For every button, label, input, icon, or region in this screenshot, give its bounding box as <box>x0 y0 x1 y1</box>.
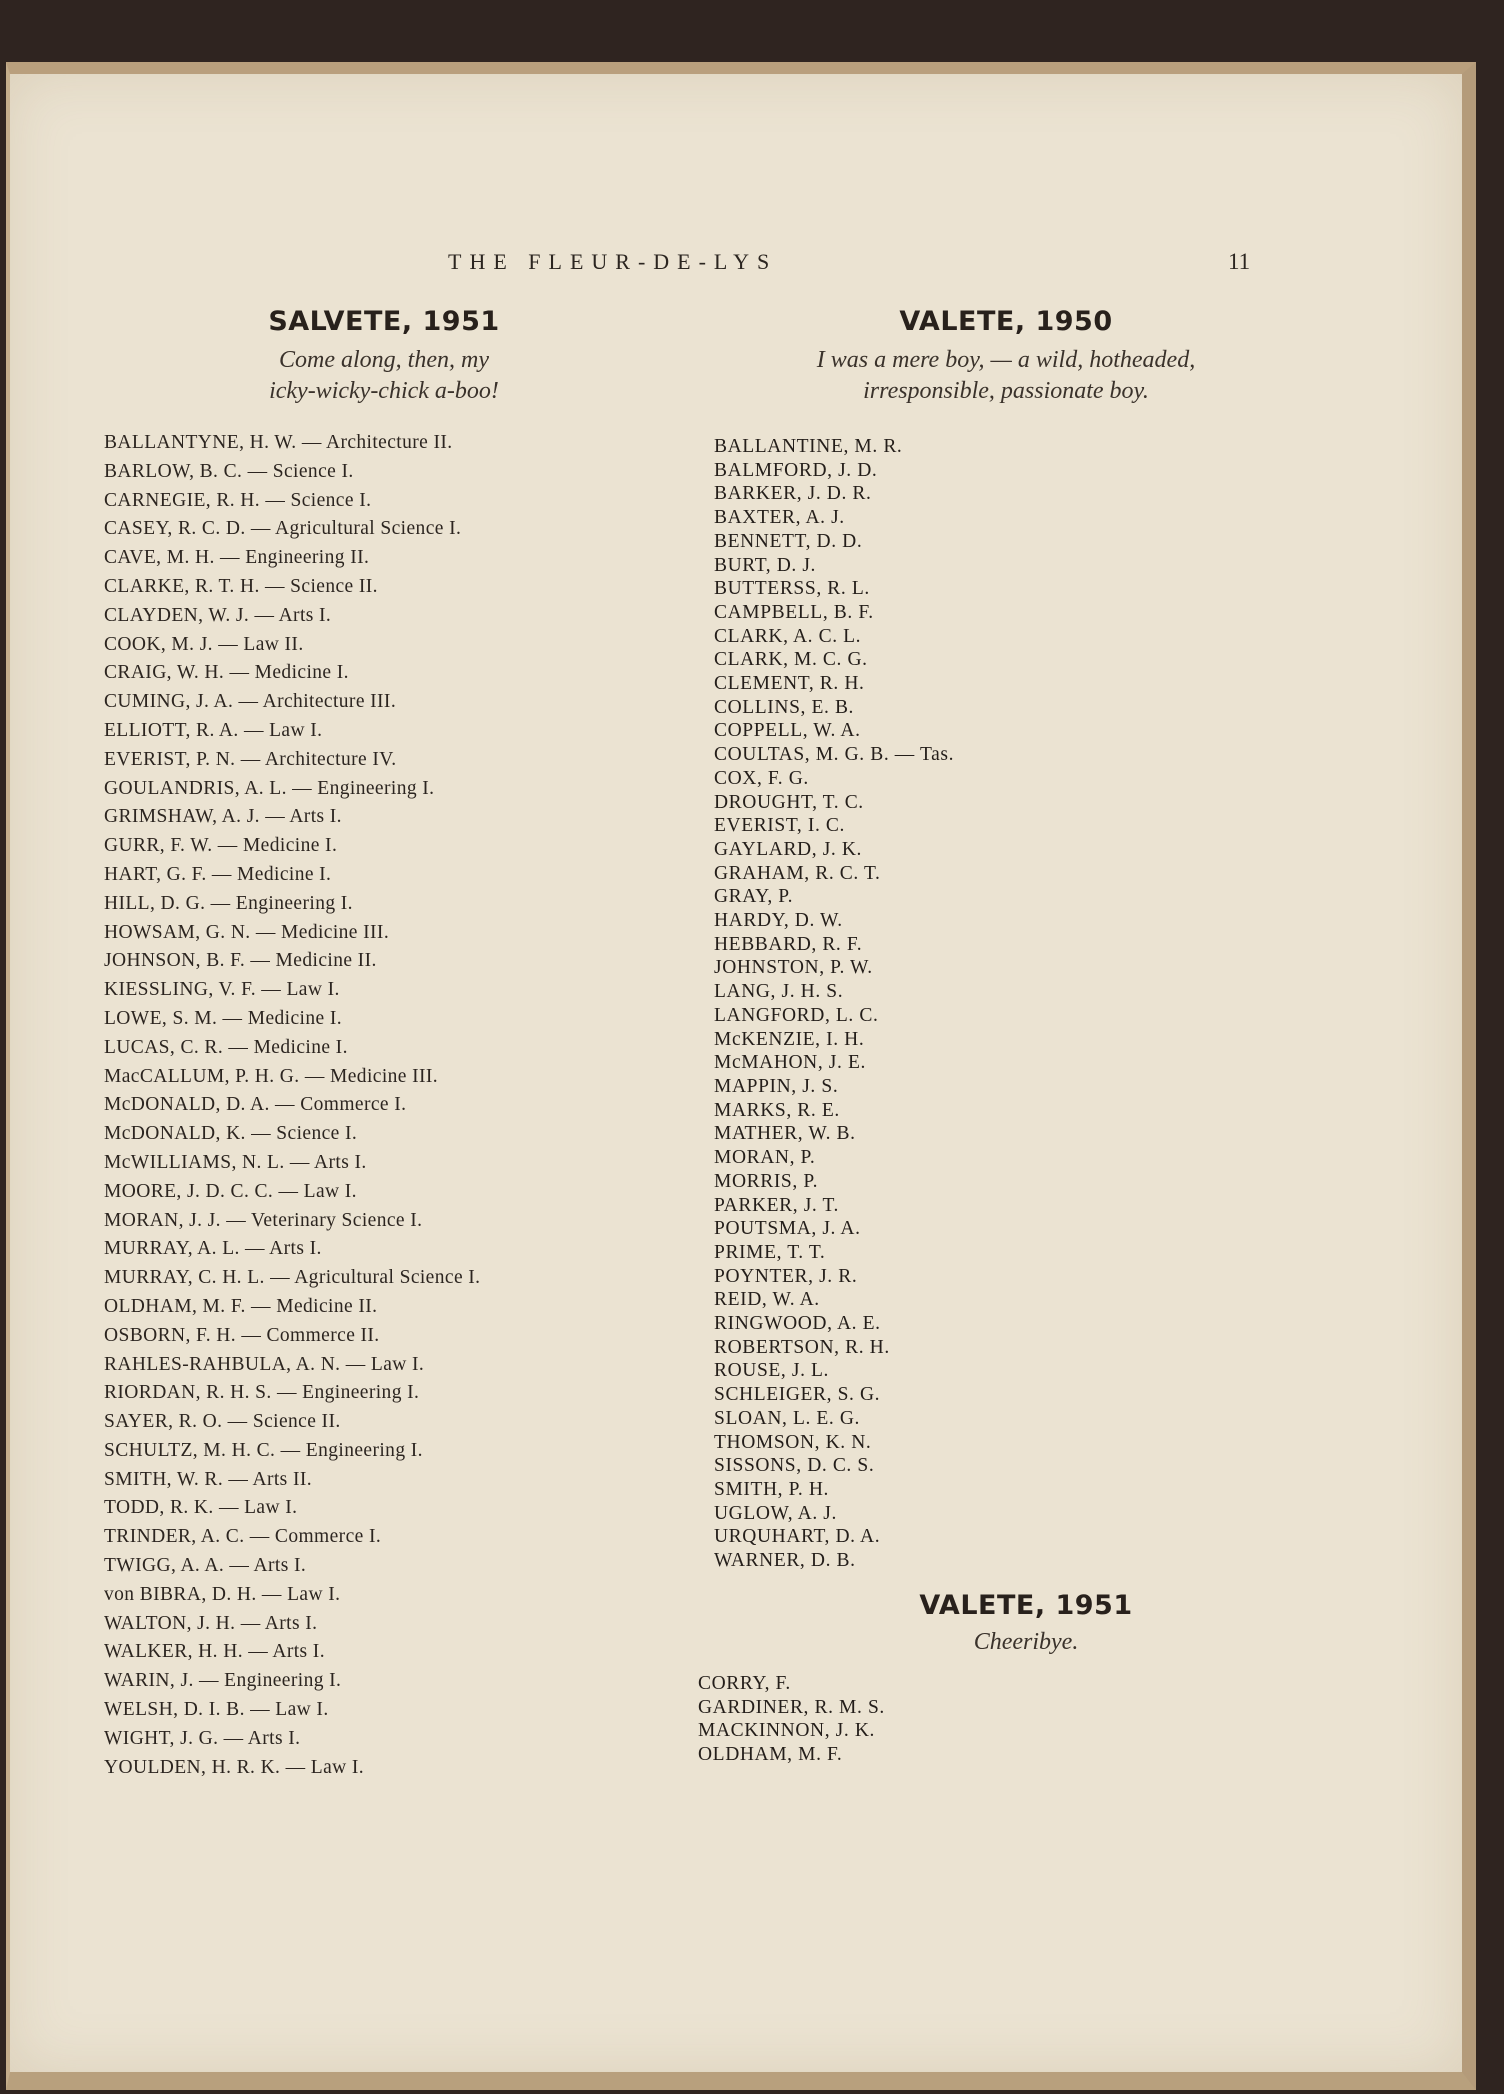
valete-1950-entry: COLLINS, E. B. <box>714 696 855 718</box>
valete-1950-entry: MORAN, P. <box>714 1147 816 1169</box>
salvete-entry: KIESSLING, V. F. — Law I. <box>104 979 340 1001</box>
salvete-entry: GOULANDRIS, A. L. — Engineering I. <box>104 777 435 799</box>
valete-1950-entry: ROUSE, J. L. <box>714 1360 830 1382</box>
valete-1950-entry: WARNER, D. B. <box>714 1550 856 1572</box>
valete-1950-entry: SCHLEIGER, S. G. <box>714 1384 881 1406</box>
salvete-entry: von BIBRA, D. H. — Law I. <box>104 1583 341 1605</box>
valete-1950-entry: JOHNSTON, P. W. <box>714 957 873 979</box>
valete-1950-entry: ROBERTSON, R. H. <box>714 1336 890 1358</box>
running-head: THE FLEUR-DE-LYS <box>448 249 778 274</box>
salvete-entry: CLARKE, R. T. H. — Science II. <box>104 575 378 597</box>
valete-1950-entry: DROUGHT, T. C. <box>714 791 864 813</box>
valete-1950-entry: BARKER, J. D. R. <box>714 483 872 505</box>
valete-1950-entry: CLARK, M. C. G. <box>714 649 868 671</box>
salvete-entry: WIGHT, J. G. — Arts I. <box>104 1727 301 1749</box>
salvete-entry: BARLOW, B. C. — Science I. <box>104 460 354 482</box>
salvete-entry: MOORE, J. D. C. C. — Law I. <box>104 1180 357 1202</box>
valete-1950-entry: BENNETT, D. D. <box>714 530 863 552</box>
salvete-entry: MURRAY, A. L. — Arts I. <box>104 1238 322 1260</box>
valete-1951-entry: MACKINNON, J. K. <box>698 1720 875 1741</box>
valete-1950-entry: CLARK, A. C. L. <box>714 625 862 647</box>
valete-1950-entry: SLOAN, L. E. G. <box>714 1407 861 1429</box>
salvete-entry: OSBORN, F. H. — Commerce II. <box>104 1324 380 1346</box>
valete-1950-entry: BUTTERSS, R. L. <box>714 578 870 600</box>
salvete-entry: CASEY, R. C. D. — Agricultural Science I. <box>104 518 462 540</box>
valete-1950-entry: SMITH, P. H. <box>714 1478 830 1500</box>
valete-1950-entry: POYNTER, J. R. <box>714 1265 858 1287</box>
valete-1951-entry: OLDHAM, M. F. <box>698 1743 843 1765</box>
valete-1950-entry: URQUHART, D. A. <box>714 1526 881 1548</box>
salvete-entry: GRIMSHAW, A. J. — Arts I. <box>104 806 342 828</box>
valete-1950-motto-line: irresponsible, passionate boy. <box>863 378 1149 404</box>
salvete-entry: McWILLIAMS, N. L. — Arts I. <box>104 1151 367 1173</box>
salvete-entry: SAYER, R. O. — Science II. <box>104 1411 341 1433</box>
salvete-entry: MORAN, J. J. — Veterinary Science I. <box>104 1209 423 1231</box>
valete-1951-list <box>698 1672 1316 1766</box>
salvete-entry: LOWE, S. M. — Medicine I. <box>104 1007 343 1029</box>
valete-1950-entry: GAYLARD, J. K. <box>714 838 862 860</box>
valete-1950-section <box>696 306 1316 1573</box>
salvete-motto-line: icky-wicky-chick a-boo! <box>269 378 499 404</box>
valete-1950-entry: PRIME, T. T. <box>714 1241 826 1263</box>
salvete-entry: EVERIST, P. N. — Architecture IV. <box>104 748 397 770</box>
salvete-entry: SCHULTZ, M. H. C. — Engineering I. <box>104 1439 423 1461</box>
valete-1950-entry: MAPPIN, J. S. <box>714 1075 839 1097</box>
valete-1950-entry: CLEMENT, R. H. <box>714 673 865 695</box>
salvete-entry: GURR, F. W. — Medicine I. <box>104 835 338 857</box>
salvete-entry: TODD, R. K. — Law I. <box>104 1497 298 1519</box>
valete-1950-motto-line: I was a mere boy, — a wild, hotheaded, <box>816 347 1196 373</box>
valete-1951-entry: CORRY, F. <box>698 1673 791 1694</box>
salvete-entry: ELLIOTT, R. A. — Law I. <box>104 719 323 741</box>
valete-1950-entry: THOMSON, K. N. <box>714 1431 872 1453</box>
valete-1950-entry: CAMPBELL, B. F. <box>714 601 874 623</box>
salvete-entry: WALKER, H. H. — Arts I. <box>104 1641 325 1663</box>
salvete-entry: CUMING, J. A. — Architecture III. <box>104 691 397 713</box>
valete-1950-entry: SISSONS, D. C. S. <box>714 1455 875 1477</box>
valete-1950-entry: McMAHON, J. E. <box>714 1052 866 1074</box>
valete-1950-entry: GRAHAM, R. C. T. <box>714 862 881 884</box>
valete-1950-entry: BALMFORD, J. D. <box>714 459 878 481</box>
salvete-entry: OLDHAM, M. F. — Medicine II. <box>104 1295 378 1317</box>
salvete-entry: JOHNSON, B. F. — Medicine II. <box>104 950 377 972</box>
salvete-entry: LUCAS, C. R. — Medicine I. <box>104 1036 348 1058</box>
valete-1951-heading: VALETE, 1951 <box>919 1590 1133 1621</box>
salvete-entry: CRAIG, W. H. — Medicine I. <box>104 662 349 684</box>
valete-1950-entry: MORRIS, P. <box>714 1170 819 1192</box>
salvete-entry: WALTON, J. H. — Arts I. <box>104 1612 318 1634</box>
valete-1950-entry: POUTSMA, J. A. <box>714 1218 861 1240</box>
valete-1950-list <box>714 435 1316 1573</box>
page-number: 11 <box>1228 249 1251 274</box>
salvete-entry: SMITH, W. R. — Arts II. <box>104 1468 313 1490</box>
valete-1951-section <box>696 1590 1316 1766</box>
salvete-entry: HOWSAM, G. N. — Medicine III. <box>104 921 390 943</box>
salvete-entry: HILL, D. G. — Engineering I. <box>104 892 353 914</box>
valete-1950-entry: GRAY, P. <box>714 886 794 908</box>
salvete-motto-line: Come along, then, my <box>279 347 489 373</box>
valete-1950-entry: PARKER, J. T. <box>714 1194 840 1216</box>
valete-1950-entry: COULTAS, M. G. B. — Tas. <box>714 744 955 766</box>
valete-1950-entry: MARKS, R. E. <box>714 1099 840 1121</box>
valete-1950-entry: REID, W. A. <box>714 1289 820 1311</box>
salvete-list <box>104 429 664 1782</box>
valete-1950-entry: UGLOW, A. J. <box>714 1502 837 1524</box>
salvete-entry: COOK, M. J. — Law II. <box>104 633 304 655</box>
valete-1950-entry: BALLANTINE, M. R. <box>714 436 903 457</box>
salvete-entry: WELSH, D. I. B. — Law I. <box>104 1699 329 1721</box>
valete-1950-entry: COPPELL, W. A. <box>714 720 861 742</box>
valete-1950-heading: VALETE, 1950 <box>899 306 1113 337</box>
valete-1950-entry: HEBBARD, R. F. <box>714 933 863 955</box>
valete-1951-entry: GARDINER, R. M. S. <box>698 1696 885 1718</box>
salvete-entry: YOULDEN, H. R. K. — Law I. <box>104 1756 365 1778</box>
salvete-entry: CARNEGIE, R. H. — Science I. <box>104 489 372 511</box>
salvete-entry: MURRAY, C. H. L. — Agricultural Science I. <box>104 1267 481 1289</box>
valete-1950-entry: MATHER, W. B. <box>714 1123 856 1145</box>
salvete-entry: CAVE, M. H. — Engineering II. <box>104 547 370 569</box>
salvete-entry: BALLANTYNE, H. W. — Architecture II. <box>104 432 453 453</box>
valete-1950-entry: McKENZIE, I. H. <box>714 1028 865 1050</box>
valete-1950-entry: BURT, D. J. <box>714 554 817 576</box>
valete-1950-entry: EVERIST, I. C. <box>714 815 845 837</box>
salvete-entry: McDONALD, D. A. — Commerce I. <box>104 1094 407 1116</box>
salvete-entry: RAHLES-RAHBULA, A. N. — Law I. <box>104 1353 425 1375</box>
valete-1951-motto: Cheeribye. <box>973 1629 1079 1655</box>
valete-1950-entry: RINGWOOD, A. E. <box>714 1313 881 1335</box>
valete-1950-motto <box>696 345 1316 407</box>
valete-1950-entry: BAXTER, A. J. <box>714 507 845 529</box>
salvete-entry: WARIN, J. — Engineering I. <box>104 1670 342 1692</box>
salvete-entry: HART, G. F. — Medicine I. <box>104 863 332 885</box>
salvete-entry: TWIGG, A. A. — Arts I. <box>104 1555 307 1577</box>
salvete-entry: TRINDER, A. C. — Commerce I. <box>104 1526 382 1548</box>
salvete-motto <box>104 345 664 407</box>
salvete-section <box>104 306 664 1782</box>
valete-1950-entry: LANG, J. H. S. <box>714 981 844 1003</box>
salvete-entry: McDONALD, K. — Science I. <box>104 1123 358 1145</box>
salvete-heading: SALVETE, 1951 <box>268 306 500 337</box>
valete-1950-entry: LANGFORD, L. C. <box>714 1004 879 1026</box>
valete-1950-entry: HARDY, D. W. <box>714 910 843 932</box>
salvete-entry: CLAYDEN, W. J. — Arts I. <box>104 604 332 626</box>
salvete-entry: MacCALLUM, P. H. G. — Medicine III. <box>104 1065 439 1087</box>
valete-1950-entry: COX, F. G. <box>714 767 809 789</box>
salvete-entry: RIORDAN, R. H. S. — Engineering I. <box>104 1382 420 1404</box>
